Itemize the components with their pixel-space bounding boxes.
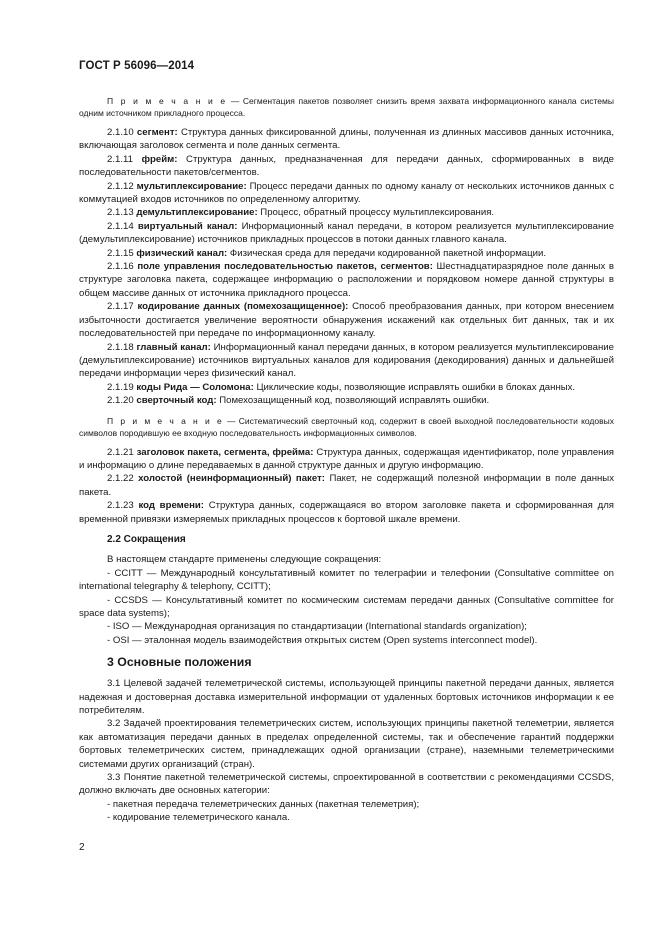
term-name: фрейм: [141, 153, 178, 165]
term-definition: Структура данных, содержащаяся во втором заголовке пакета и сформированная для временной привязки измеряемых прикладных процессов к бортовой шкале времени. [79, 500, 615, 525]
document-header: ГОСТ Р 56096—2014 [79, 60, 195, 72]
term-2-1-15 [79, 247, 614, 260]
term-2-1-12 [79, 180, 614, 207]
term-definition: Информационный канал передачи данных, в котором реализуется мультиплексирование (демультиплексирование) источников виртуальных каналов для кодирования (декодирования) данных и дальнейшей передачи информации через физический канал. [79, 341, 614, 380]
note-1 [79, 95, 614, 119]
term-name: коды Рида — Соломона: [136, 381, 254, 393]
term-definition: Способ преобразования данных, при котором внесением избыточности достигается увеличение вероятности обнаружения искажений как отдельных бит данных, так и их последовательностей при передаче по информационному каналу. [79, 301, 615, 340]
term-name: заголовок пакета, сегмента, фрейма: [136, 446, 314, 458]
term-definition: Физическая среда для передачи кодированной пакетной информации. [227, 247, 546, 259]
term-definition: Помехозащищенный код, позволяющий исправлять ошибки. [216, 395, 490, 407]
term-number: 2.1.10 [107, 127, 134, 138]
term-2-1-22 [79, 472, 614, 499]
list-item: - кодирование телеметрического канала. [107, 812, 290, 824]
section-2-2-intro: В настоящем стандарте применены следующие сокращения: [107, 554, 382, 566]
term-definition: Структура данных, предназначенная для передачи данных, сформированных в виде последовательности пакетов/сегментов. [79, 153, 614, 179]
term-number: 2.1.18 [107, 341, 134, 353]
term-number: 2.1.15 [107, 247, 134, 259]
term-2-1-20 [79, 394, 614, 407]
page-number: 2 [79, 842, 85, 853]
term-name: код времени: [138, 500, 204, 512]
term-name: сверточный код: [136, 395, 217, 407]
term-name: главный канал: [136, 341, 211, 353]
term-name: холостой (неинформационный) пакет: [138, 473, 325, 485]
abbreviation-item: - CCSDS — Консультативный комитет по космическим системам передачи данных (Consultative committee for space data systems); [79, 594, 614, 619]
term-number: 2.1.13 [107, 207, 134, 219]
term-2-1-21 [79, 446, 614, 473]
term-number: 2.1.14 [107, 220, 134, 232]
term-name: демультиплексирование: [136, 207, 258, 219]
paragraph-3-3: 3.3 Понятие пакетной телеметрической системы, спроектированной в соответствии с рекомендациями CCSDS, должно включать две основных категории: [79, 772, 614, 797]
document-body [79, 95, 614, 825]
term-name: физический канал: [136, 247, 228, 259]
term-number: 2.1.17 [107, 301, 134, 313]
note-label: П р и м е ч а н и е [107, 96, 228, 106]
term-name: кодирование данных (помехозащищенное): [137, 301, 349, 313]
note-2 [79, 415, 614, 439]
term-definition: Процесс передачи данных по одному каналу от нескольких источников данных с коммутацией входов источников по определенному алгоритму. [79, 180, 614, 206]
note-label: П р и м е ч а н и е [107, 415, 224, 426]
note-text: — Систематический сверточный код, содержит в своей выходной последовательности кодовых символов породившую ее входную последовательность информационных символов. [79, 415, 614, 438]
paragraph-3-2: 3.2 Задачей проектирования телеметрических систем, использующих принципы пакетной телеметрии, является как автоматизация передачи данных в пределах определенной системы, так и обеспечение гарантий поддержки бортовых телеметрических систем, принадлежащих одной организации (стране), наземными телеметрическими системами других организаций (стран). [79, 718, 614, 770]
term-2-1-13 [79, 206, 614, 219]
term-number: 2.1.22 [107, 473, 134, 485]
term-number: 2.1.21 [107, 446, 134, 458]
section-2-2-title: 2.2 Сокращения [107, 533, 186, 545]
term-2-1-11 [79, 153, 614, 180]
term-definition: Структура данных, содержащая идентификатор, поле управления и информацию о длине передаваемых в данной структуре данных и другую информацию. [79, 446, 615, 471]
paragraph-3-1: 3.1 Целевой задачей телеметрической системы, использующей принципы пакетной передачи данных, является надежная и достоверная доставка измерительной информации от удаленных бортовых источников информации к ее потребителям. [79, 678, 614, 717]
term-number: 2.1.19 [107, 381, 134, 393]
term-definition: Структура данных фиксированной длины, полученная из длинных массивов данных источника, включающая заголовок сегмента и поле данных сегмента. [79, 127, 614, 152]
term-2-1-19 [79, 381, 614, 394]
abbreviation-item: - CCITT — Международный консультативный комитет по телеграфии и телефонии (Consultative committee on international telegraphy & telephony, CCITT); [79, 567, 614, 593]
term-2-1-23 [79, 499, 614, 526]
term-number: 2.1.12 [107, 180, 134, 192]
term-number: 2.1.11 [107, 153, 133, 165]
abbreviation-item: - ISO — Международная организация по стандартизации (International standards organization); [107, 621, 527, 633]
term-name: поле управления последовательностью пакетов, сегментов: [137, 261, 433, 273]
term-definition: Пакет, не содержащий полезной информации в поле данных пакета. [79, 473, 614, 498]
list-item: - пакетная передача телеметрических данных (пакетная телеметрия); [107, 798, 420, 810]
term-number: 2.1.20 [107, 395, 134, 407]
term-2-1-16 [79, 260, 614, 300]
term-definition: Информационный канал передачи, в котором реализуется мультиплексирование (демультиплексирование) источников прикладных процессов в потоки данных главного канала. [79, 220, 614, 246]
term-definition: Процесс, обратный процессу мультиплексирования. [257, 207, 495, 219]
term-name: мультиплексирование: [136, 180, 247, 192]
abbreviation-item: - OSI — эталонная модель взаимодействия открытых систем (Open systems interconnect model). [107, 634, 538, 646]
term-2-1-14 [79, 220, 614, 247]
term-2-1-10 [79, 126, 614, 153]
term-number: 2.1.23 [107, 500, 134, 512]
term-definition: Циклические коды, позволяющие исправлять ошибки в блоках данных. [253, 381, 576, 393]
note-text: — Сегментация пакетов позволяет снизить время захвата информационного канала системы одним источником прикладного процесса. [79, 96, 614, 118]
section-3-title: 3 Основные положения [107, 655, 252, 670]
term-2-1-17 [79, 300, 614, 340]
term-name: виртуальный канал: [137, 220, 238, 232]
term-name: сегмент: [136, 127, 178, 138]
term-2-1-18 [79, 341, 614, 381]
term-definition: Шестнадцатиразрядное поле данных в структуре заголовка пакета, содержащее информацию о расположении и порядковом номере данной структуры в общем массиве данных от источника прикладного процесса. [79, 261, 614, 299]
term-number: 2.1.16 [107, 261, 134, 273]
